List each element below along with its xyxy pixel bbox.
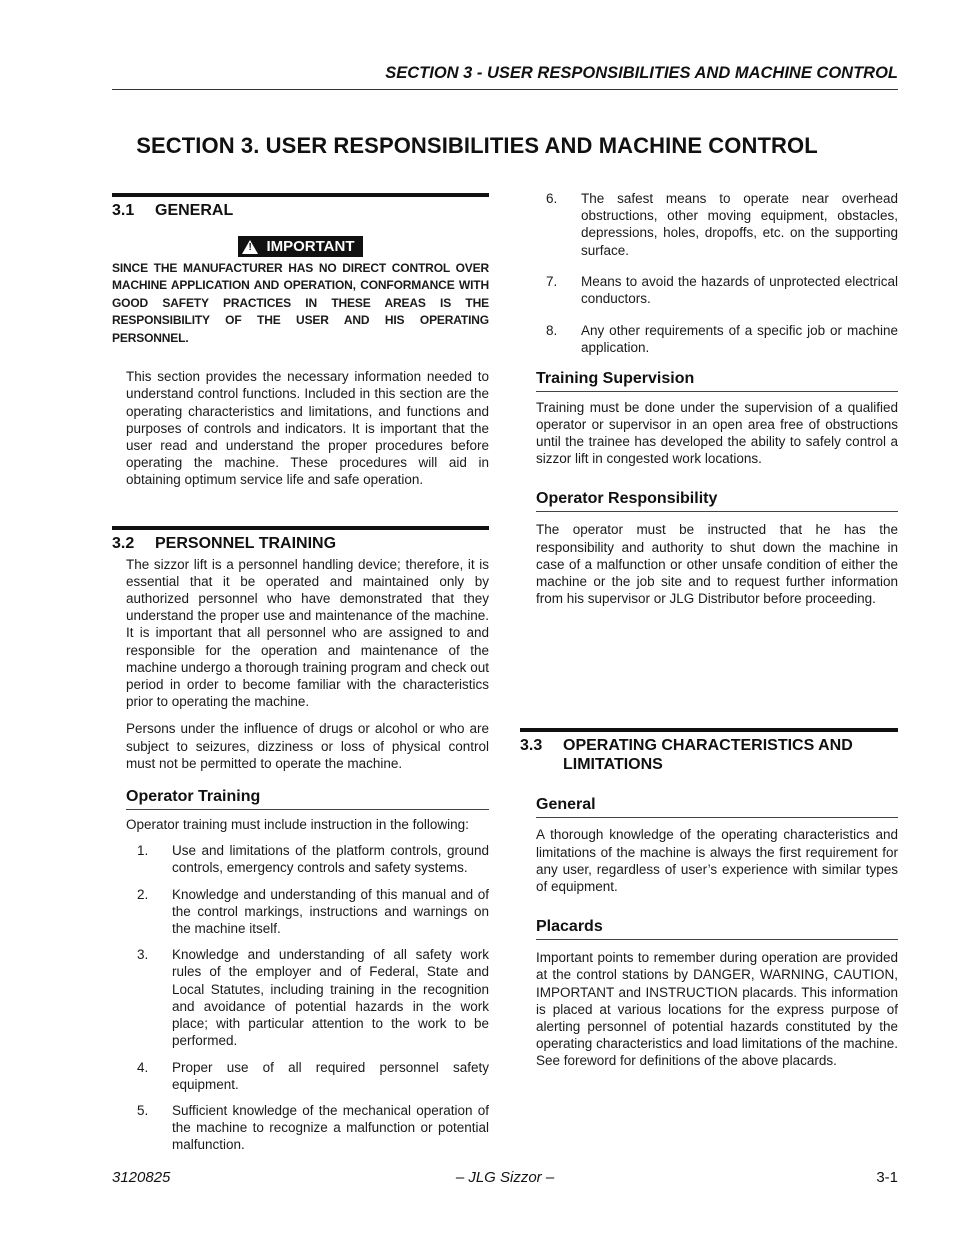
section-title: OPERATING CHARACTERISTICS AND LIMITATIONS [563, 737, 853, 774]
page-number: 3-1 [876, 1169, 898, 1186]
section-number: 3.2 [112, 534, 135, 552]
placards-heading: Placards [536, 917, 898, 940]
page-title: SECTION 3. USER RESPONSIBILITIES AND MACHINE CONTROL [136, 133, 818, 158]
section-number: 3.3 [520, 737, 543, 755]
section-title: GENERAL [155, 202, 234, 219]
operator-responsibility-body: The operator must be instructed that he has the responsibility and authority to shut down the machine in case of a malfunction or other unsafe condition of either the machine or the job site and to request further information from his supervisor or JLG Distributor before proceeding. [536, 522, 898, 607]
section-3-2-heading [112, 526, 489, 553]
training-supervision-body: Training must be done under the supervision of a qualified operator or supervisor in an open area free of obstructions until the trainee has developed the ability to safely control a sizzor lift in congested work locations. [536, 399, 898, 467]
header-rule [112, 89, 898, 90]
list-item: 3. Knowledge and understanding of all safety work rules of the employer and of Federal, State and Local Statutes, including training in the recognition and avoidance of potential hazards in the work place; with particular attention to the work to be performed. [137, 947, 489, 1049]
training-list-left [137, 842, 489, 1153]
general-heading: General [536, 795, 898, 818]
right-column [520, 190, 898, 1070]
list-item: 6. The safest means to operate near overhead obstructions, other moving equipment, obstacles, depressions, holes, dropoffs, etc. on the supporting surface. [546, 191, 898, 258]
list-item: 8. Any other requirements of a specific job or machine application. [546, 323, 898, 356]
operator-responsibility-heading: Operator Responsibility [536, 489, 898, 512]
document-number: 3120825 [112, 1169, 171, 1186]
training-supervision-heading: Training Supervision [536, 369, 898, 392]
section-3-1-heading [112, 193, 489, 220]
training-paragraph-2: Persons under the influence of drugs or alcohol or who are subject to seizures, dizziness or loss of physical control must not be permitted to operate the machine. [126, 721, 489, 771]
general-body: This section provides the necessary information needed to understand control functions. Included in this section are the operating characteristics and limitations, and functions and purposes of controls and indicators. It is important that the user read and understand the proper procedures before operating the machine. These procedures will aid in obtaining optimum service life and safe operation. [126, 369, 489, 488]
training-list-right [546, 190, 898, 357]
training-paragraph-1: The sizzor lift is a personnel handling device; therefore, it is essential that it be operated and maintained only by authorized personnel who have demonstrated that they understand the proper use and maintenance of the machine. It is important that all personnel who are assigned to and responsible for the operation and maintenance of the machine undergo a thorough training program and check out period in order to become familiar with the characteristics prior to operating the machine. [126, 556, 489, 710]
important-notice [112, 236, 489, 258]
section-title: PERSONNEL TRAINING [155, 534, 337, 552]
operator-training-intro: Operator training must include instruction in the following: [126, 817, 469, 833]
list-item: 1. Use and limitations of the platform controls, ground controls, emergency controls and safety systems. [137, 843, 489, 876]
list-item: 4. Proper use of all required personnel safety equipment. [137, 1059, 489, 1092]
important-label: IMPORTANT [266, 238, 355, 255]
section-3-3-heading [520, 728, 898, 774]
list-item: 7. Means to avoid the hazards of unprotected electrical conductors. [546, 273, 898, 307]
important-text: SINCE THE MANUFACTURER HAS NO DIRECT CONTROL OVER MACHINE APPLICATION AND OPERATION, CONFORMANCE WITH GOOD SAFETY PRACTICES IN THESE AREAS IS THE RESPONSIBILITY OF THE USER AND HIS OPERATING PERSONNEL. [112, 260, 489, 345]
running-header: SECTION 3 - USER RESPONSIBILITIES AND MACHINE CONTROL [385, 64, 898, 82]
list-item: 5. Sufficient knowledge of the mechanical operation of the machine to recognize a malfunction or potential malfunction. [137, 1102, 489, 1153]
left-column [112, 193, 489, 1163]
section-number: 3.1 [112, 202, 135, 219]
footer-title: – JLG Sizzor – [455, 1169, 555, 1186]
operator-training-heading: Operator Training [126, 787, 489, 810]
important-badge [238, 236, 362, 257]
list-item: 2. Knowledge and understanding of this manual and of the control markings, instructions and warnings on the machine itself. [137, 886, 489, 937]
placards-body: Important points to remember during operation are provided at the control stations by DANGER, WARNING, CAUTION, IMPORTANT and INSTRUCTION placards. This information is placed at various locations for the express purpose of alerting personnel of potential hazards constituted by the operating characteristics and load limitations of the machine. See foreword for definitions of the above placards. [536, 950, 898, 1069]
warning-triangle-icon: ! [242, 240, 258, 254]
general-limitations-body: A thorough knowledge of the operating characteristics and limitations of the machine is always the first requirement for any user, regardless of user’s experience with similar types of equipment. [536, 827, 898, 895]
